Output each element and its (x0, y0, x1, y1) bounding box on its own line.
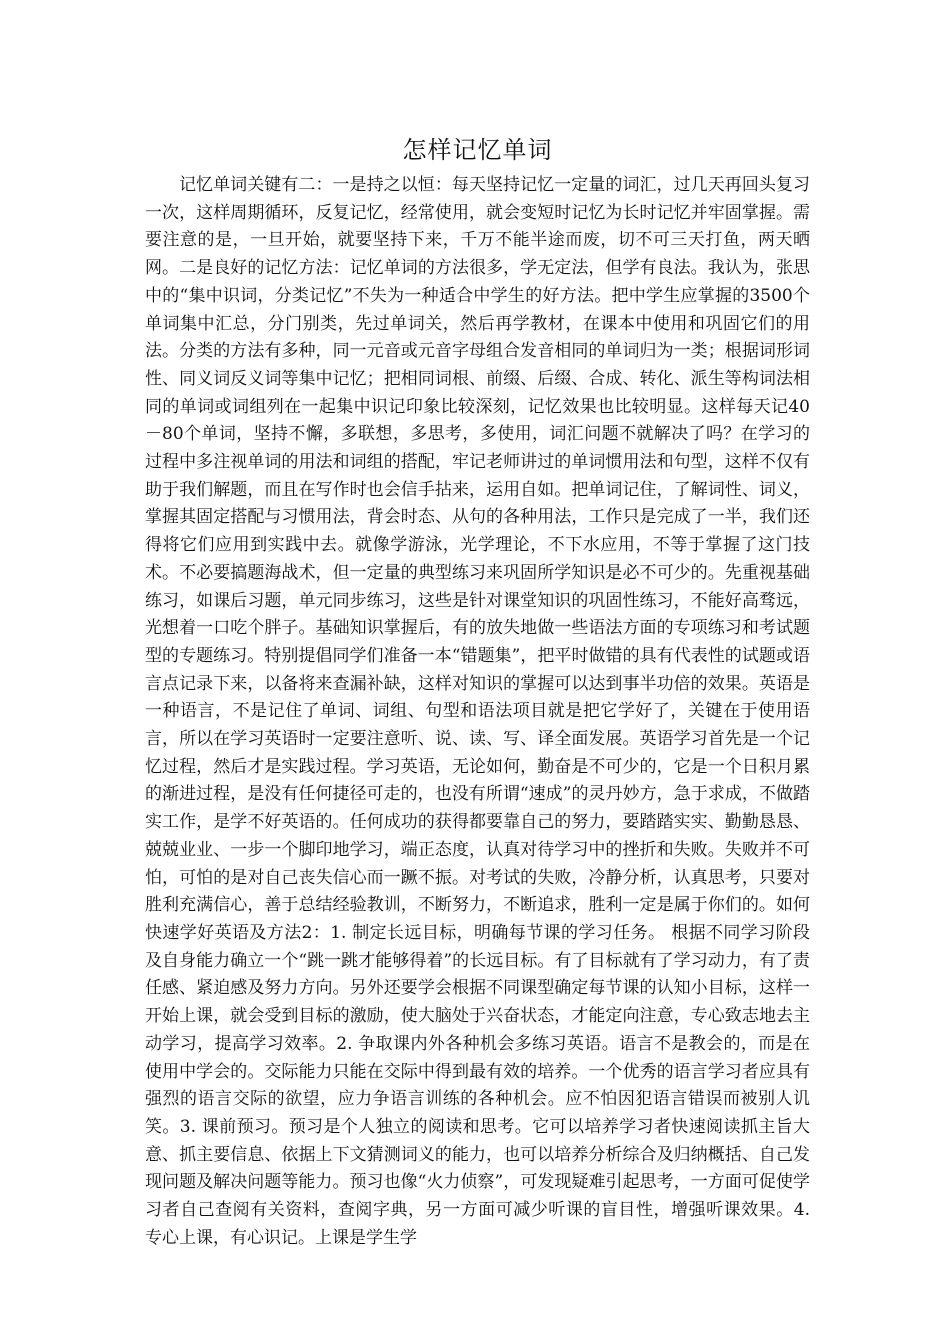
document-body: 记忆单词关键有二：一是持之以恒：每天坚持记忆一定量的词汇，过几天再回头复习一次，这样周期循环，反复记忆，经常使用，就会变短时记忆为长时记忆并牢固掌握。需要注意的是，一旦开始，就要坚持下来，千万不能半途而废，切不可三天打鱼，两天晒网。二是良好的记忆方法：记忆单词的方法很多，学无定法，但学有良法。我认为，张思中的“集中识词，分类记忆”不失为一种适合中学生的好方法。把中学生应掌握的3500个单词集中汇总，分门别类，先过单词关，然后再学教材，在课本中使用和巩固它们的用法。分类的方法有多种，同一元音或元音字母组合发音相同的单词归为一类；根据词形词性、同义词反义词等集中记忆；把相同词根、前缀、后缀、合成、转化、派生等构词法相同的单词或词组列在一起集中识记印象比较深刻，记忆效果也比较明显。这样每天记40－80个单词，坚持不懈，多联想，多思考，多使用，词汇问题不就解决了吗？在学习的过程中多注视单词的用法和词组的搭配，牢记老师讲过的单词惯用法和句型，这样不仅有助于我们解题，而且在写作时也会信手拈来，运用自如。把单词记住，了解词性、词义，掌握其固定搭配与习惯用法，背会时态、从句的各种用法，工作只是完成了一半，我们还得将它们应用到实践中去。就像学游泳，光学理论，不下水应用，不等于掌握了这门技术。不必要搞题海战术，但一定量的典型练习来巩固所学知识是必不可少的。先重视基础练习，如课后习题，单元同步练习，这些是针对课堂知识的巩固性练习，不能好高骛远，光想着一口吃个胖子。基础知识掌握后，有的放失地做一些语法方面的专项练习和考试题型的专题练习。特别提倡同学们准备一本“错题集”，把平时做错的具有代表性的试题或语言点记录下来，以备将来查漏补缺，这样对知识的掌握可以达到事半功倍的效果。英语是一种语言，不是记住了单词、词组、句型和语法项目就是把它学好了，关键在于使用语言，所以在学习英语时一定要注意听、说、读、写、译全面发展。英语学习首先是一个记忆过程，然后才是实践过程。学习英语，无论如何，勤奋是不可少的，它是一个日积月累的渐进过程，是没有任何捷径可走的，也没有所谓“速成”的灵丹妙方，急于求成，不做踏实工作，是学不好英语的。任何成功的获得都要靠自己的努力，要踏踏实实、勤勤恳恳、兢兢业业、一步一个脚印地学习，端正态度，认真对待学习中的挫折和失败。失败并不可怕，可怕的是对自己丧失信心而一蹶不振。对考试的失败，冷静分析，认真思考，只要对胜利充满信心，善于总结经验教训，不断努力，不断追求，胜利一定是属于你们的。如何快速学好英语及方法2：1. 制定长远目标，明确每节课的学习任务。 根据不同学习阶段及自身能力确立一个“跳一跳才能够得着”的长远目标。有了目标就有了学习动力，有了责任感、紧迫感及努力方向。另外还要学会根据不同课型确定每节课的认知小目标，这样一开始上课，就会受到目标的激励，使大脑处于兴奋状态，才能定向注意，专心致志地去主动学习，提高学习效率。2. 争取课内外各种机会多练习英语。语言不是教会的，而是在使用中学会的。交际能力只能在交际中得到最有效的培养。一个优秀的语言学习者应具有强烈的语言交际的欲望，应力争语言训练的各种机会。应不怕因犯语言错误而被别人讥笑。3. 课前预习。预习是个人独立的阅读和思考。它可以培养学习者快速阅读抓主旨大意、抓主要信息、依据上下文猜测词义的能力，也可以培养分析综合及归纳概括、自己发现问题及解决问题等能力。预习也像“火力侦察”，可发现疑难引起思考，一方面可促使学习者自己查阅有关资料，查阅字典，另一方面可减少听课的盲目性，增强听课效果。4. 专心上课，有心识记。上课是学生学 (145, 175, 810, 1248)
document-title: 怎样记忆单词 (402, 136, 553, 164)
document-page (145, 132, 810, 1252)
